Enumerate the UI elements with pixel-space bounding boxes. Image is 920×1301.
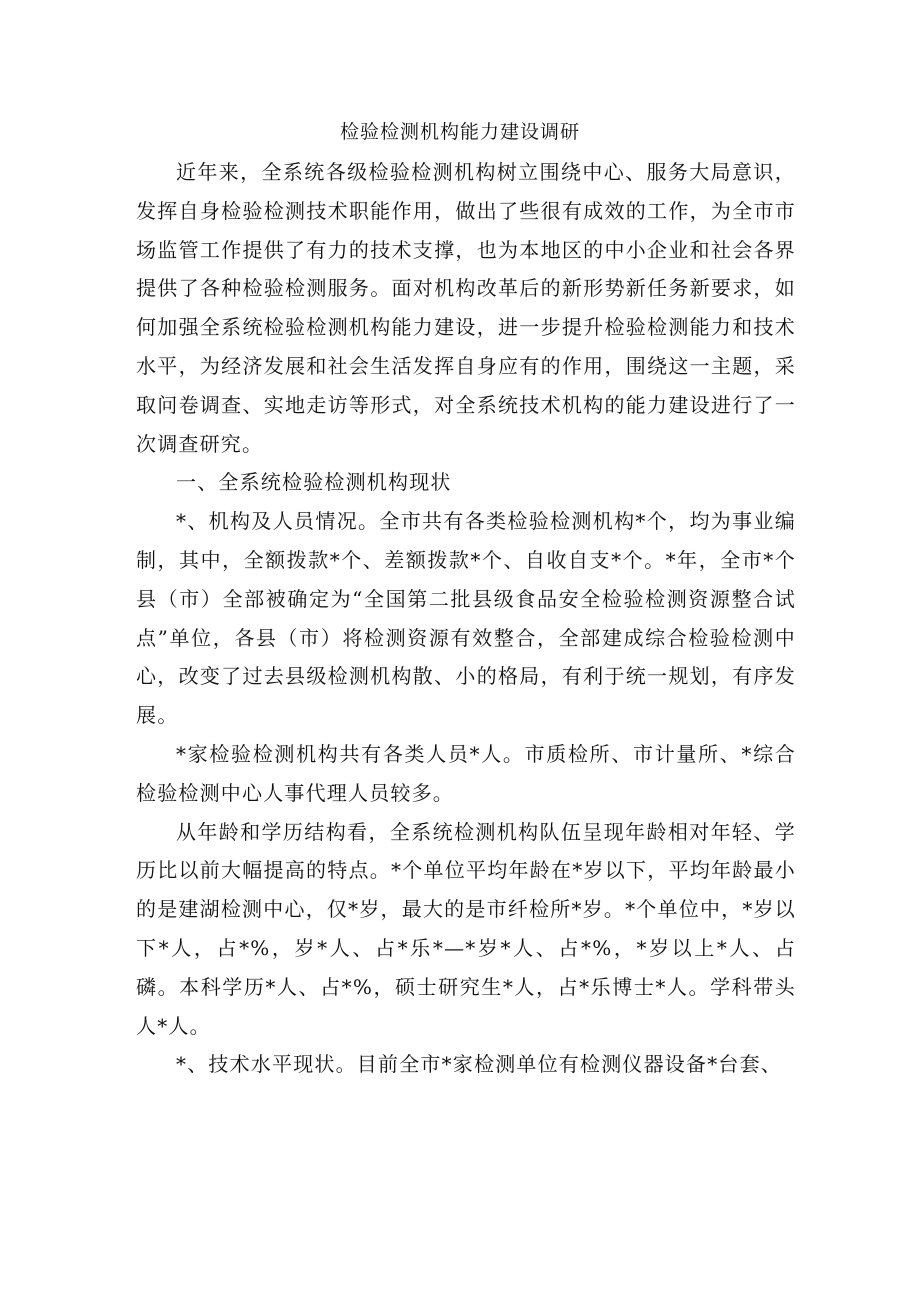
paragraph-age-education: 从年龄和学历结构看，全系统检测机构队伍呈现年龄相对年轻、学历比以前大幅提高的特点。*个单位平均年龄在*岁以下，平均年龄最小的是建湖检测中心，仅*岁，最大的是市纤检所*岁。*个单位中，*岁以下*人，占*%，岁*人、占*乐*—*岁*人、占*%，*岁以上*人、占磷。本科学历*人、占*%，硕士研究生*人，占*乐博士*人。学科带头人*人。 [136, 819, 796, 1038]
paragraph-intro: 近年来，全系统各级检验检测机构树立围绕中心、服务大局意识，发挥自身检验检测技术职能作用，做出了些很有成效的工作，为全市市场监管工作提供了有力的技术支撑，也为本地区的中小企业和社会各界提供了各种检验检测服务。面对机构改革后的新形势新任务新要求，如何加强全系统检验检测机构能力建设，进一步提升检验检测能力和技术水平，为经济发展和社会生活发挥自身应有的作用，围绕这一主题，采取问卷调查、实地走访等形式，对全系统技术机构的能力建设进行了一次调查研究。 [136, 160, 796, 456]
paragraph-institutions-and-staff: *、机构及人员情况。全市共有各类检验检测机构*个，均为事业编制，其中，全额拨款*个、差额拨款*个、自收自支*个。*年，全市*个县（市）全部被确定为“全国第二批县级食品安全检验检测资源整合试点”单位，各县（市）将检测资源有效整合，全部建成综合检验检测中心，改变了过去县级检测机构散、小的格局，有利于统一规划，有序发展。 [136, 509, 796, 728]
paragraph-staff-count: *家检验检测机构共有各类人员*人。市质检所、市计量所、*综合检验检测中心人事代理人员较多。 [136, 741, 796, 805]
document-title: 检验检测机构能力建设调研 [339, 121, 580, 143]
section-heading-current-status: 一、全系统检验检测机构现状 [176, 470, 452, 495]
paragraph-technical-level: *、技术水平现状。目前全市*家检测单位有检测仪器设备*台套、 [176, 1052, 782, 1077]
document-body [136, 153, 796, 1084]
